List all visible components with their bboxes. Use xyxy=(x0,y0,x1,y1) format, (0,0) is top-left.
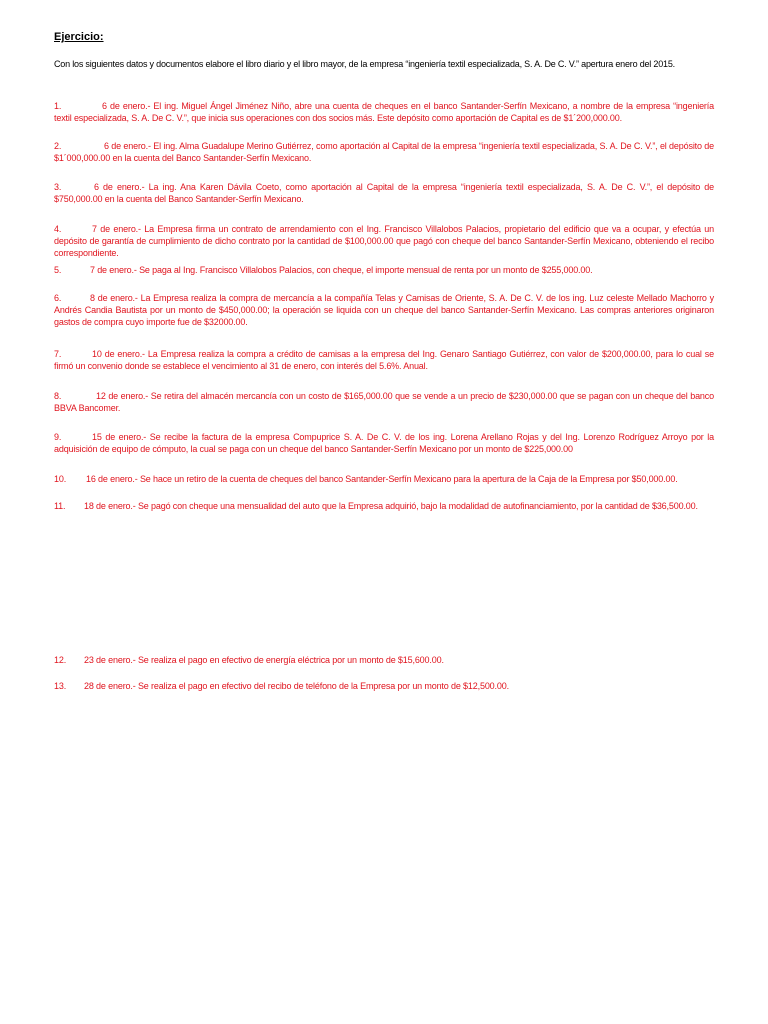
item-number: 10. xyxy=(54,474,67,484)
item-text: 12 de enero.- Se retira del almacén mercancía con un costo de $165,000.00 que se vende a un precio de $230,000.00 que se pagan con un cheque del banco BBVA Bancomer. xyxy=(54,391,714,413)
item-number: 9. xyxy=(54,432,62,442)
list-item xyxy=(54,348,714,372)
item-number: 5. xyxy=(54,265,62,275)
document-page xyxy=(54,30,714,691)
exercise-intro: Con los siguientes datos y documentos elabore el libro diario y el libro mayor, de la empresa “ingeniería textil especializada, S. A. De C. V.” apertura enero del 2015. xyxy=(54,59,675,69)
list-item xyxy=(54,264,714,276)
item-text: 6 de enero.- El ing. Alma Guadalupe Merino Gutiérrez, como aportación al Capital de la empresa “ingeniería textil especializada, S. A. De C. V.”, el depósito de $1´000,000.00 en la cuenta del Banco Santander-Serfín Mexicano. xyxy=(54,141,714,163)
list-item xyxy=(54,473,714,485)
item-number: 2. xyxy=(54,141,62,151)
item-text: 6 de enero.- El ing. Miguel Ángel Jiménez Niño, abre una cuenta de cheques en el banco Santander-Serfín Mexicano, a nombre de la empresa “ingeniería textil especializada, S. A. De C. V.”, que inicia sus operaciones con dos socios más. Este depósito como aportación de Capital es de $1´200,000.00. xyxy=(54,101,714,123)
list-item xyxy=(54,140,714,164)
list-item xyxy=(54,390,714,414)
item-text: 16 de enero.- Se hace un retiro de la cuenta de cheques del banco Santander-Serfín Mexicano para la apertura de la Caja de la Empresa por $50,000.00. xyxy=(86,474,678,484)
list-item xyxy=(54,431,714,455)
item-number: 8. xyxy=(54,391,62,401)
list-item xyxy=(54,500,714,512)
item-text: 28 de enero.- Se realiza el pago en efectivo del recibo de teléfono de la Empresa por un monto de $12,500.00. xyxy=(84,681,509,691)
item-number: 12. xyxy=(54,655,67,665)
item-text: 6 de enero.- La ing. Ana Karen Dávila Coeto, como aportación al Capital de la empresa “ingeniería textil especializada, S. A. De C. V.”, el depósito de $750,000.00 en la cuenta del Banco Santander-Serfín Mexicano. xyxy=(54,182,714,204)
item-text: 7 de enero.- Se paga al Ing. Francisco Villalobos Palacios, con cheque, el importe mensual de renta por un monto de $255,000.00. xyxy=(90,265,593,275)
item-number: 6. xyxy=(54,293,62,303)
item-number: 13. xyxy=(54,681,67,691)
item-text: 10 de enero.- La Empresa realiza la compra a crédito de camisas a la empresa del Ing. Genaro Santiago Gutiérrez, con valor de $200,000.00, para lo cual se firmó un convenio donde se establece el vencimiento al 31 de enero, con interés del 5.6%. Anual. xyxy=(54,349,714,371)
item-text: 15 de enero.- Se recibe la factura de la empresa Compuprice S. A. De C. V. de los ing. Lorena Arellano Rojas y del Ing. Lorenzo Rodríguez Arroyo por la adquisición de equipo de cómputo, la cual se paga con un cheque del banco Santander-Serfín Mexicano por un monto de $225,000.00 xyxy=(54,432,714,454)
list-item xyxy=(54,680,714,692)
item-text: 18 de enero.- Se pagó con cheque una mensualidad del auto que la Empresa adquirió, bajo la modalidad de autofinanciamiento, por la cantidad de $36,500.00. xyxy=(84,501,698,511)
item-number: 3. xyxy=(54,182,62,192)
item-number: 11. xyxy=(54,501,66,511)
item-text: 7 de enero.- La Empresa firma un contrato de arrendamiento con el Ing. Francisco Villalobos Palacios, propietario del edificio que va a ocupar, y efectúa un depósito de garantía de cumplimiento de dicho contrato por la cantidad de $100,000.00 que pagó con cheque del banco Santander-Serfín Mexicano, obteniendo el recibo correspondiente. xyxy=(54,224,714,258)
list-item xyxy=(54,181,714,205)
item-text: 8 de enero.- La Empresa realiza la compra de mercancía a la compañía Telas y Camisas de Oriente, S. A. De C. V. de los ing. Luz celeste Mellado Machorro y Andrés Candia Bautista por un monto de $450,000.00; la operación se liquida con un cheque del banco Santander-Serfín Mexicano. Las compras anteriores originaron gastos de compra cuyo importe fue de $32000.00. xyxy=(54,293,714,327)
list-item xyxy=(54,292,714,328)
item-number: 7. xyxy=(54,349,62,359)
item-number: 1. xyxy=(54,101,62,111)
item-text: 23 de enero.- Se realiza el pago en efectivo de energía eléctrica por un monto de $15,600.00. xyxy=(84,655,444,665)
list-item xyxy=(54,654,714,666)
list-item xyxy=(54,100,714,124)
item-number: 4. xyxy=(54,224,62,234)
exercise-title: Ejercicio: xyxy=(54,31,104,43)
list-item xyxy=(54,223,714,259)
